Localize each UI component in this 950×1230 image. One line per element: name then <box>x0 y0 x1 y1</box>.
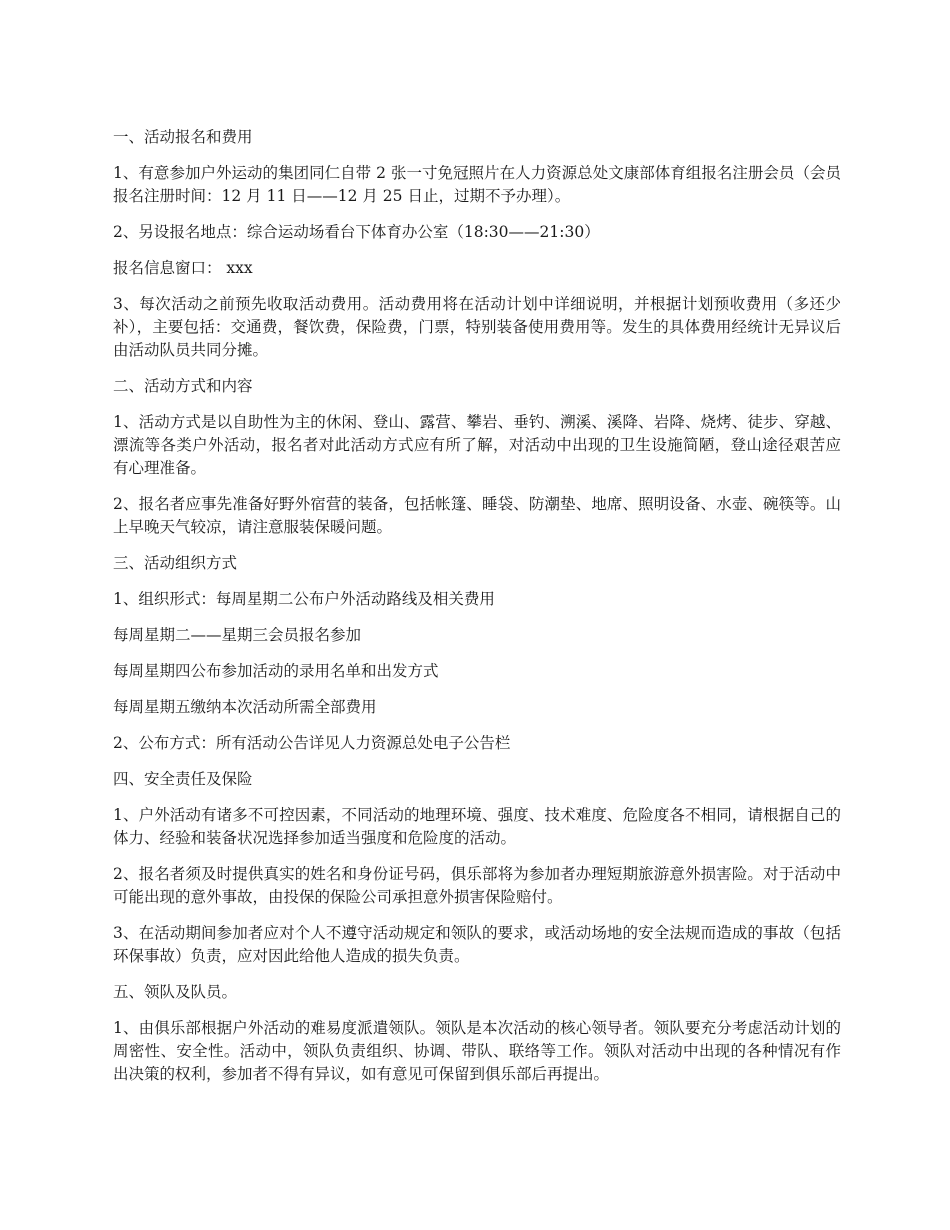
paragraph: 2、公布方式：所有活动公告详见人力资源总处电子公告栏 <box>113 734 511 752</box>
paragraph: 每周星期二——星期三会员报名参加 <box>113 626 362 644</box>
document-body <box>113 126 841 1099</box>
paragraph: 1、活动方式是以自助性为主的休闲、登山、露营、攀岩、垂钓、溯溪、溪降、岩降、烧烤、徒步、穿越、漂流等各类户外活动，报名者对此活动方式应有所了解，对活动中出现的卫生设施简陋，登山途径艰苦应有心理准备。 <box>113 413 841 477</box>
section-heading-organization: 三、活动组织方式 <box>113 554 238 572</box>
paragraph: 报名信息窗口： xxx <box>113 259 253 277</box>
section-heading-safety-insurance: 四、安全责任及保险 <box>113 770 253 788</box>
paragraph: 每周星期五缴纳本次活动所需全部费用 <box>113 698 377 716</box>
paragraph: 1、户外活动有诸多不可控因素，不同活动的地理环境、强度、技术难度、危险度各不相同，请根据自己的体力、经验和装备状况选择参加适当强度和危险度的活动。 <box>113 806 841 847</box>
paragraph: 3、每次活动之前预先收取活动费用。活动费用将在活动计划中详细说明，并根据计划预收费用（多还少补），主要包括：交通费，餐饮费，保险费，门票，特别装备使用费用等。发生的具体费用经统计无异议后由活动队员共同分摊。 <box>113 295 841 359</box>
paragraph: 每周星期四公布参加活动的录用名单和出发方式 <box>113 662 439 680</box>
paragraph: 2、另设报名地点：综合运动场看台下体育办公室（18:30——21:30） <box>113 223 600 241</box>
paragraph: 1、组织形式：每周星期二公布户外活动路线及相关费用 <box>113 590 495 608</box>
paragraph: 1、有意参加户外运动的集团同仁自带 2 张一寸免冠照片在人力资源总处文康部体育组报名注册会员（会员报名注册时间：12 月 11 日——12 月 25 日止，过期不予办理）。 <box>113 164 841 205</box>
paragraph: 1、由俱乐部根据户外活动的难易度派遣领队。领队是本次活动的核心领导者。领队要充分考虑活动计划的周密性、安全性。活动中，领队负责组织、协调、带队、联络等工作。领队对活动中出现的各种情况有作出决策的权利，参加者不得有异议，如有意见可保留到俱乐部后再提出。 <box>113 1019 841 1083</box>
section-heading-registration-fees: 一、活动报名和费用 <box>113 128 253 146</box>
paragraph: 2、报名者须及时提供真实的姓名和身份证号码，俱乐部将为参加者办理短期旅游意外损害险。对于活动中可能出现的意外事故，由投保的保险公司承担意外损害保险赔付。 <box>113 865 841 906</box>
paragraph: 2、报名者应事先准备好野外宿营的装备，包括帐篷、睡袋、防潮垫、地席、照明设备、水壶、碗筷等。山上早晚天气较凉，请注意服装保暖问题。 <box>113 495 841 536</box>
section-heading-leaders-members: 五、领队及队员。 <box>113 983 238 1001</box>
section-heading-activity-methods: 二、活动方式和内容 <box>113 377 253 395</box>
paragraph: 3、在活动期间参加者应对个人不遵守活动规定和领队的要求，或活动场地的安全法规而造成的事故（包括环保事故）负责，应对因此给他人造成的损失负责。 <box>113 924 841 965</box>
